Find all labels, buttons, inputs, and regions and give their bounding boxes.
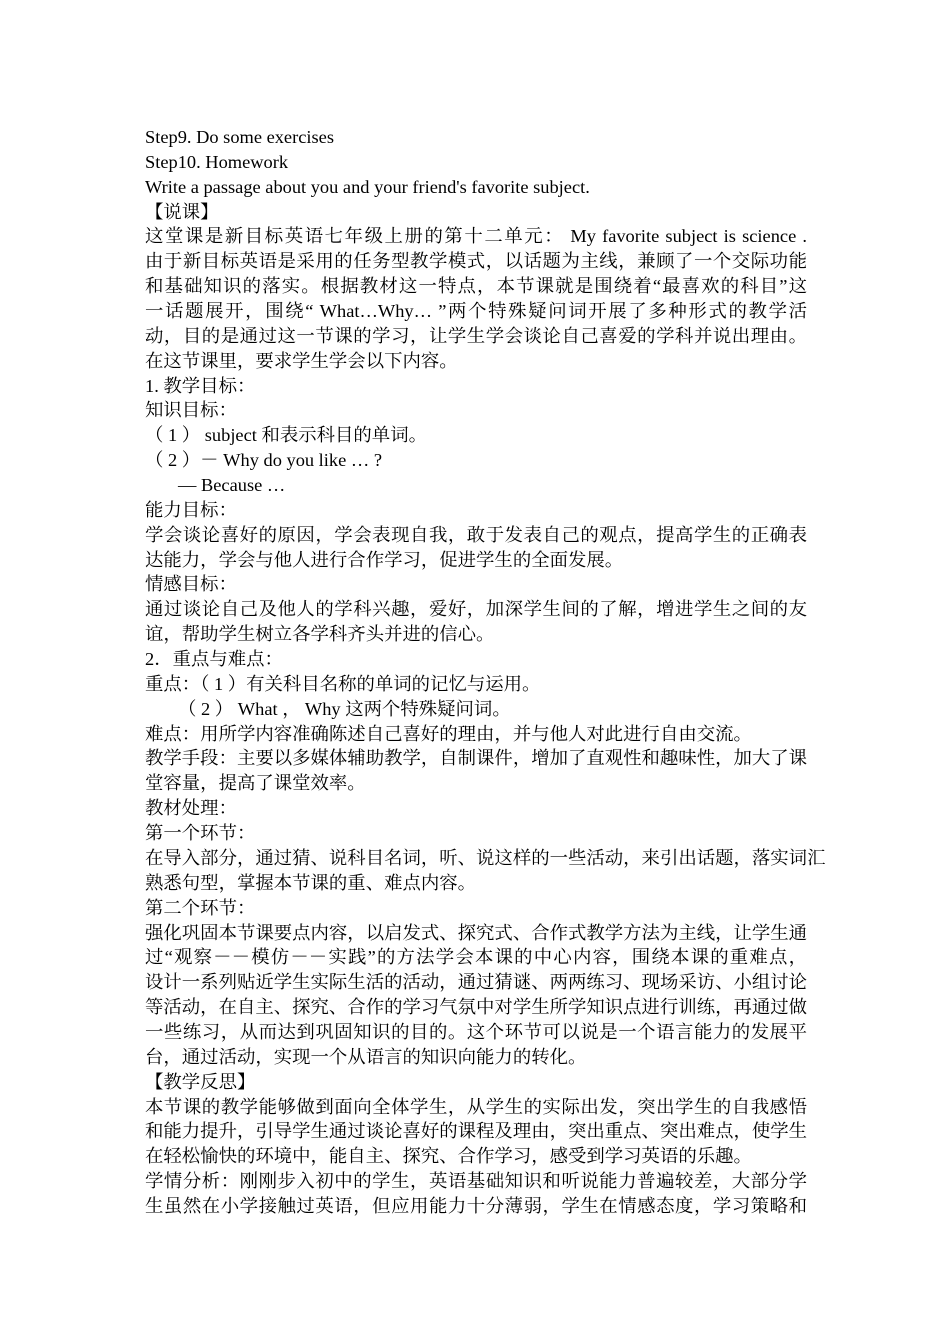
text-line: 第一个环节： (145, 823, 256, 844)
text-line: 过“观察－－模仿－－实践”的方法学会本课的中心内容，围绕本课的重难点， (145, 947, 807, 968)
text-line: 设计一系列贴近学生实际生活的活动，通过猜谜、两两练习、现场采访、小组讨论 (145, 972, 808, 993)
text-line: 在轻松愉快的环境中，能自主、探究、合作学习，感受到学习英语的乐趣。 (145, 1146, 752, 1167)
text-line: 情感目标： (145, 574, 237, 595)
text-line: 由于新目标英语是采用的任务型教学模式，以话题为主线，兼顾了一个交际功能 (145, 251, 807, 272)
text-line: 等活动，在自主、探究、合作的学习气氛中对学生所学知识点进行训练，再通过做 (145, 997, 808, 1018)
text-line: 堂容量，提高了课堂效率。 (145, 773, 366, 794)
text-line: 教学手段：主要以多媒体辅助教学，自制课件，增加了直观性和趣味性，加大了课 (145, 748, 808, 769)
text-line: 谊，帮助学生树立各学科齐头并进的信心。 (145, 624, 495, 645)
text-line: 第二个环节： (145, 897, 256, 918)
text-line: （ 1 ） subject 和表示科目的单词。 (145, 425, 427, 446)
text-line: Step10. Homework (145, 151, 289, 172)
section-heading: 【说课】 (145, 201, 219, 222)
text-line: 通过谈论自己及他人的学科兴趣，爱好，加深学生间的了解，增进学生之间的友 (145, 599, 807, 620)
text-line: 难点：用所学内容准确陈述自己喜好的理由，并与他人对此进行自由交流。 (145, 723, 752, 744)
text-line: 1. 教学目标： (145, 375, 256, 396)
text-line: 动，目的是通过这一节课的学习，让学生学会谈论自己喜爱的学科并说出理由。 (145, 325, 807, 346)
text-line: 这堂课是新目标英语七年级上册的第十二单元： My favorite subject is science . (145, 226, 807, 247)
text-line: 一些练习，从而达到巩固知识的目的。这个环节可以说是一个语言能力的发展平 (145, 1021, 807, 1042)
text-line: 熟悉句型，掌握本节课的重、难点内容。 (145, 872, 477, 893)
section-heading: 【教学反思】 (145, 1071, 256, 1092)
text-line: 生虽然在小学接触过英语，但应用能力十分薄弱，学生在情感态度，学习策略和 (145, 1195, 807, 1216)
text-line: 学情分析：刚刚步入初中的学生，英语基础知识和听说能力普遍较差，大部分学 (145, 1171, 807, 1192)
text-line: 能力目标： (145, 499, 237, 520)
text-line: 本节课的教学能够做到面向全体学生，从学生的实际出发，突出学生的自我感悟 (145, 1096, 807, 1117)
text-line: 知识目标： (145, 400, 237, 421)
text-line: 强化巩固本节课要点内容，以启发式、探究式、合作式教学方法为主线，让学生通 (145, 922, 808, 943)
text-line: 达能力，学会与他人进行合作学习，促进学生的全面发展。 (145, 549, 624, 570)
text-line: — Because … (178, 475, 286, 496)
text-line: 教材处理： (145, 798, 237, 819)
text-line: 学会谈论喜好的原因，学会表现自我，敢于发表自己的观点，提高学生的正确表 (145, 524, 807, 545)
text-line: Step9. Do some exercises (145, 127, 334, 147)
text-line: （ 2 ）－ Why do you like … ? (145, 450, 383, 471)
text-line: 和基础知识的落实。根据教材这一特点，本节课就是围绕着“最喜欢的科目”这 (145, 276, 807, 297)
document-page (145, 125, 826, 1219)
text-line: 重点：（ 1 ）有关科目名称的单词的记忆与运用。 (145, 673, 541, 694)
text-line: 一话题展开，围绕“ What…Why… ”两个特殊疑问词开展了多种形式的教学活 (145, 301, 807, 322)
text-line: 2．重点与难点： (145, 649, 283, 670)
text-line: 在这节课里，要求学生学会以下内容。 (145, 350, 458, 371)
text-line: 在导入部分，通过猜、说科目名词，听、说这样的一些活动，来引出话题，落实词汇 (145, 847, 826, 868)
text-line: 台，通过活动，实现一个从语言的知识向能力的转化。 (145, 1046, 587, 1067)
text-line: 和能力提升，引导学生通过谈论喜好的课程及理由，突出重点、突出难点，使学生 (145, 1121, 808, 1142)
text-line: Write a passage about you and your friend's favorite subject. (145, 176, 590, 197)
text-line: （ 2 ） What ， Why 这两个特殊疑问词。 (178, 698, 511, 719)
